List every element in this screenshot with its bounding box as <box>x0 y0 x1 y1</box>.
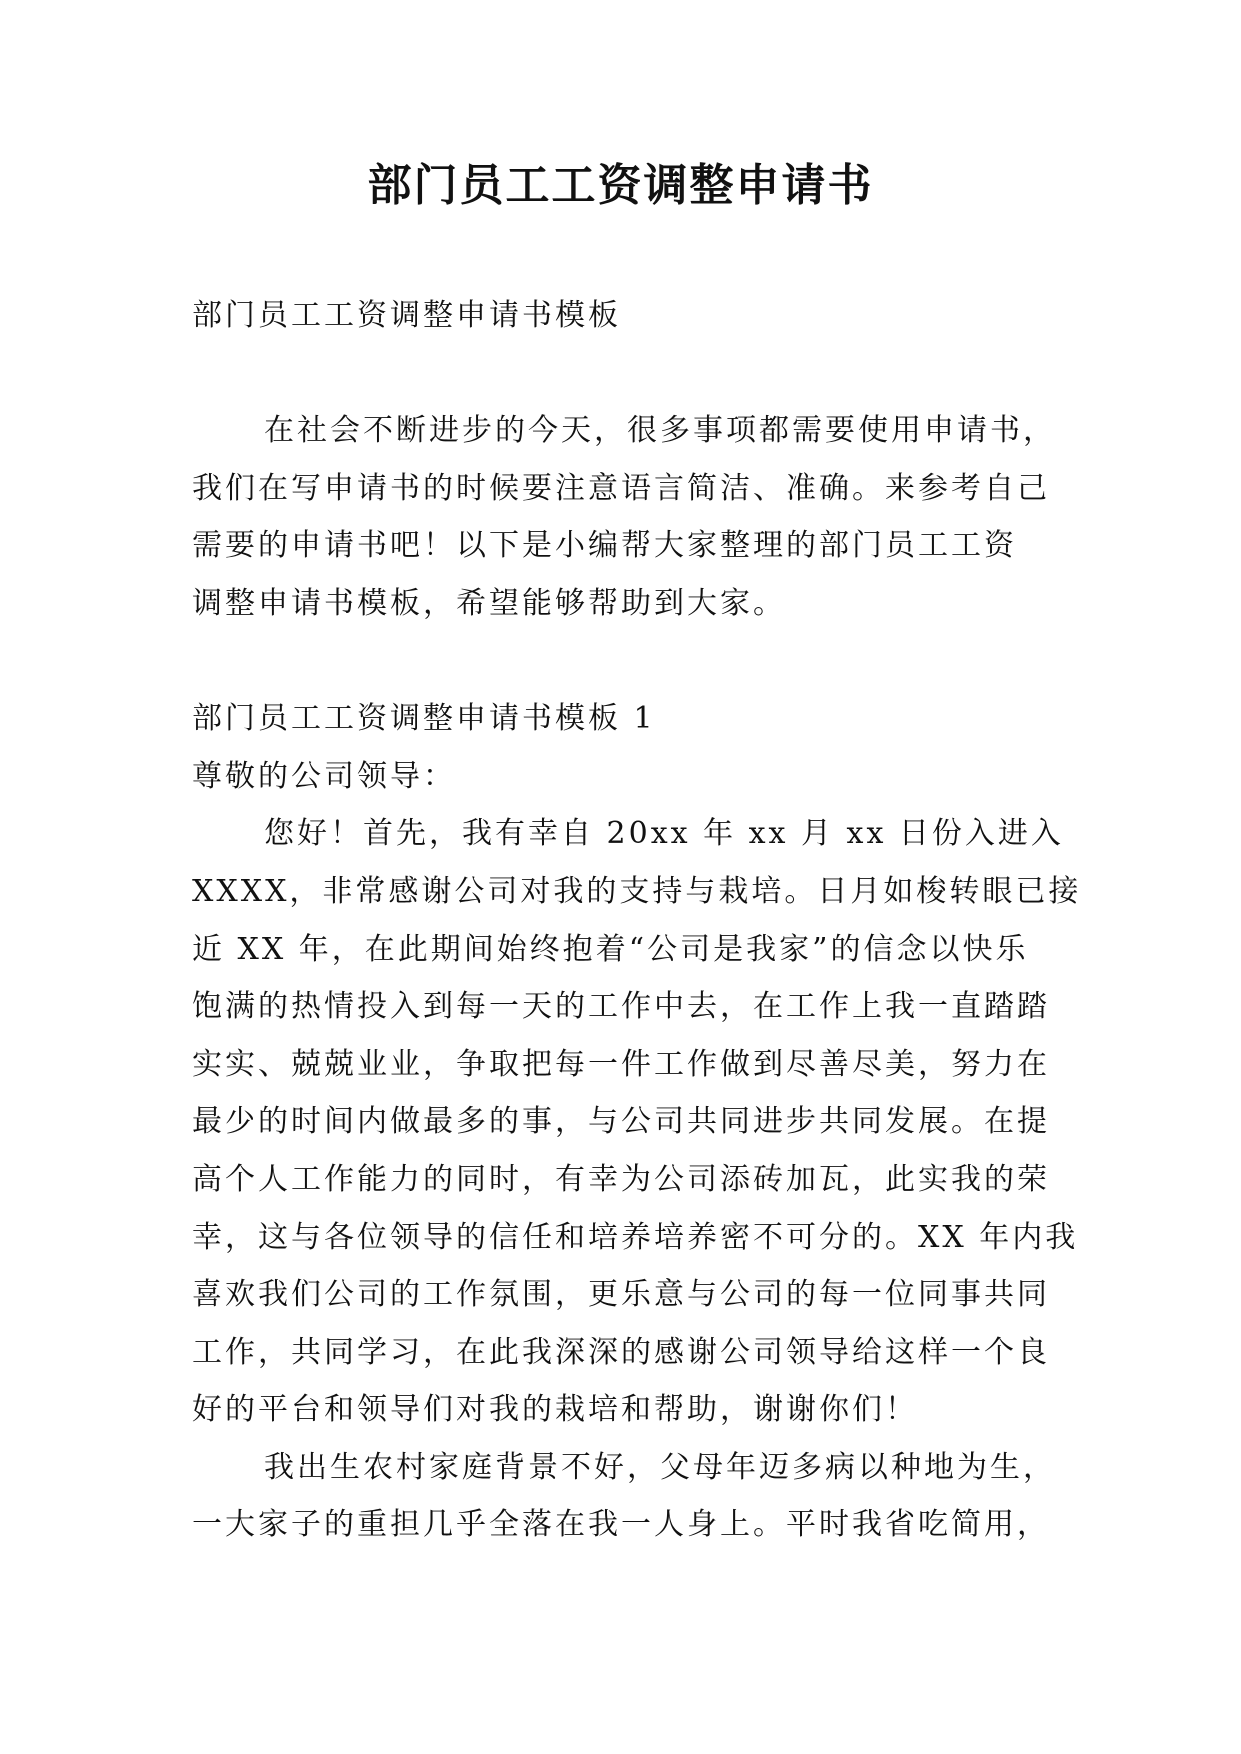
paragraph-line: 高个人工作能力的同时，有幸为公司添砖加瓦，此实我的荣 <box>192 1161 1050 1197</box>
paragraph-line: 最少的时间内做最多的事，与公司共同进步共同发展。在提 <box>192 1104 1050 1140</box>
paragraph-line: 您好！首先，我有幸自 20xx 年 xx 月 xx 日份入进入 <box>264 816 1064 852</box>
paragraph-gap <box>192 633 1072 691</box>
letter-paragraph-1 <box>192 805 1082 1439</box>
document-body <box>192 287 1082 1554</box>
paragraph-line: 喜欢我们公司的工作氛围，更乐意与公司的每一位同事共同 <box>192 1277 1050 1313</box>
paragraph-line: 幸，这与各位领导的信任和培养培养密不可分的。XX 年内我 <box>192 1219 1079 1255</box>
paragraph-line: 实实、兢兢业业，争取把每一件工作做到尽善尽美，努力在 <box>192 1046 1050 1082</box>
letter-paragraph-2 <box>192 1439 1072 1554</box>
paragraph-line: 近 XX 年，在此期间始终抱着“公司是我家”的信念以快乐 <box>192 931 1029 967</box>
paragraph-line: 工作，共同学习，在此我深深的感谢公司领导给这样一个良 <box>192 1334 1050 1370</box>
intro-paragraph <box>192 402 1072 632</box>
section-heading: 部门员工工资调整申请书模板 1 <box>192 701 656 737</box>
paragraph-line: XXXX，非常感谢公司对我的支持与栽培。日月如梭转眼已接 <box>192 873 1082 909</box>
intro-line: 需要的申请书吧！以下是小编帮大家整理的部门员工工资 <box>192 528 1017 564</box>
salutation: 尊敬的公司领导： <box>192 758 456 794</box>
paragraph-line: 我出生农村家庭背景不好，父母年迈多病以种地为生， <box>264 1449 1056 1485</box>
intro-line: 调整申请书模板，希望能够帮助到大家。 <box>192 585 786 621</box>
document-subtitle: 部门员工工资调整申请书模板 <box>192 298 621 333</box>
paragraph-line: 饱满的热情投入到每一天的工作中去，在工作上我一直踏踏 <box>192 989 1050 1025</box>
paragraph-gap <box>192 345 1072 403</box>
document-title: 部门员工工资调整申请书 <box>367 160 874 211</box>
paragraph-line: 一大家子的重担几乎全落在我一人身上。平时我省吃简用， <box>192 1507 1050 1543</box>
paragraph-line: 好的平台和领导们对我的栽培和帮助，谢谢你们！ <box>192 1392 918 1428</box>
intro-line: 我们在写申请书的时候要注意语言简洁、准确。来参考自己 <box>192 470 1050 506</box>
intro-line: 在社会不断进步的今天，很多事项都需要使用申请书， <box>264 413 1056 449</box>
